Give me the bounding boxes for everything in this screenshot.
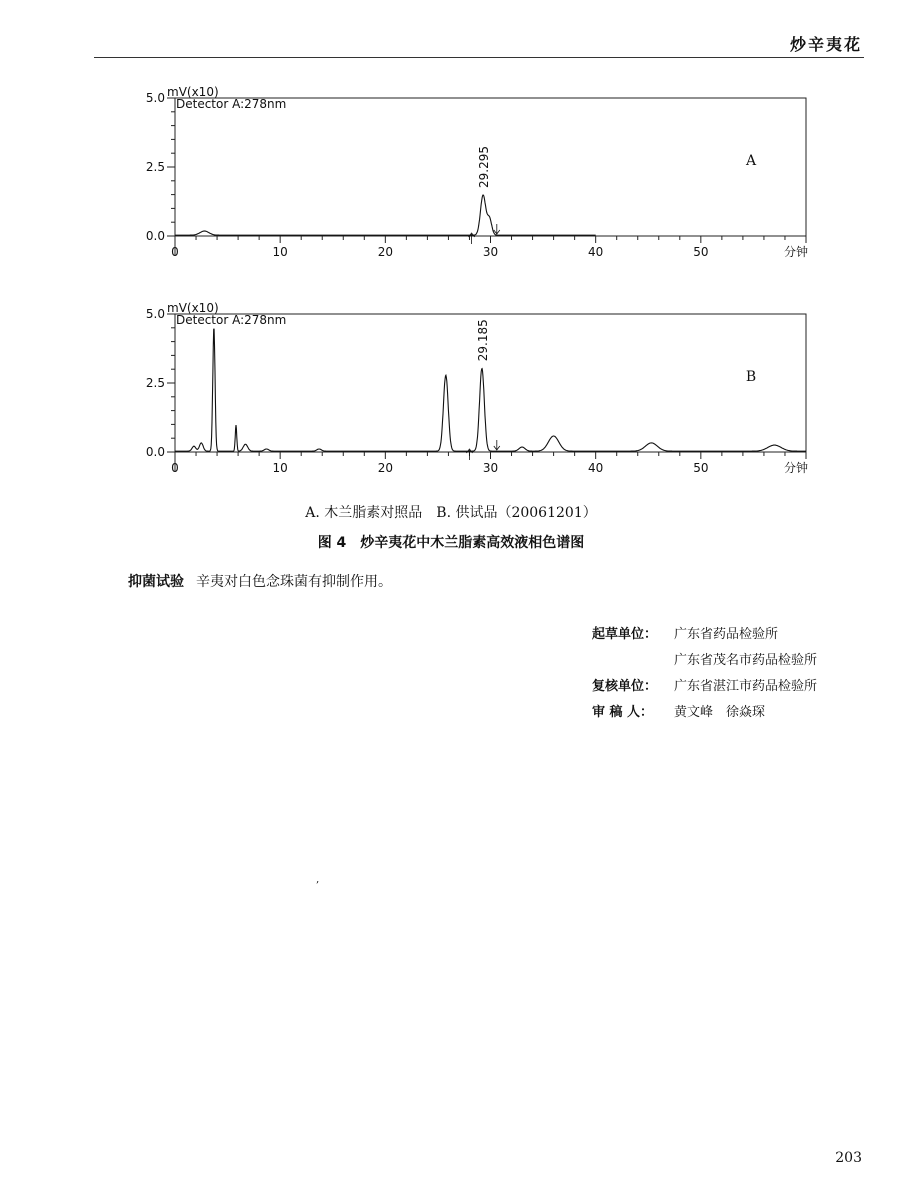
editor-row: [592, 700, 817, 726]
review-label: 复核单位：: [592, 679, 658, 694]
integration-end-marker: [494, 224, 500, 234]
drafting-label: 起草单位：: [592, 627, 658, 642]
x-tick-label: 30: [482, 461, 499, 475]
x-tick-label: 10: [272, 245, 288, 259]
detector-label: Detector A:278nm: [176, 313, 287, 327]
y-tick-label: 0.0: [145, 229, 165, 243]
chromatogram-trace: [175, 195, 596, 235]
x-unit-label: 分钟: [784, 461, 809, 475]
y-unit-label: mV(x10): [167, 85, 219, 99]
chromatogram-b: [0, 296, 902, 496]
drafting-row: [592, 622, 817, 648]
peak-rt-label: 29.295: [477, 145, 492, 188]
y-tick-label: 5.0: [145, 307, 165, 321]
editor-names: 黄文峰 徐焱琛: [674, 705, 766, 720]
x-tick-label: 20: [377, 245, 393, 259]
header-rule: [94, 57, 864, 58]
plot-frame: [175, 314, 806, 452]
x-tick-label: 0: [171, 461, 179, 475]
x-tick-label: 40: [588, 245, 604, 259]
peak-rt-label: 29.185: [475, 319, 490, 362]
review-row: [592, 674, 817, 700]
x-tick-label: 20: [377, 461, 393, 475]
drafting-unit-1: 广东省药品检验所: [674, 627, 779, 642]
y-tick-label: 5.0: [145, 91, 165, 105]
stray-mark: ‚: [316, 874, 320, 885]
x-tick-label: 50: [693, 245, 709, 259]
credits-block: [592, 622, 817, 726]
chromatogram-a: [0, 80, 902, 280]
x-tick-label: 30: [482, 245, 499, 259]
editor-label: 审 稿 人：: [592, 705, 654, 720]
x-tick-label: 50: [693, 461, 709, 475]
x-tick-label: 40: [588, 461, 604, 475]
figure-caption: 图 4 炒辛夷花中木兰脂素高效液相色谱图: [317, 535, 585, 551]
drafting-unit-2: 广东省茂名市药品检验所: [674, 653, 818, 668]
chromatogram-trace: [175, 329, 806, 451]
x-unit-label: 分钟: [784, 245, 809, 259]
x-tick-label: 10: [272, 461, 288, 475]
x-tick-label: 0: [171, 245, 179, 259]
detector-label: Detector A:278nm: [176, 97, 287, 111]
page-number: 203: [835, 1150, 862, 1166]
review-unit: 广东省湛江市药品检验所: [674, 679, 818, 694]
running-header-title: 炒辛夷花: [789, 35, 862, 54]
integration-end-marker: [494, 440, 500, 450]
panel-letter: A: [745, 153, 757, 169]
y-tick-label: 0.0: [145, 445, 165, 459]
panel-letter: B: [745, 369, 757, 385]
figure-subcaption: A. 木兰脂素对照品 B. 供试品（20061201）: [305, 505, 597, 521]
paragraph-heading: 抑菌试验: [128, 574, 184, 590]
paragraph-text: 辛夷对白色念珠菌有抑制作用。: [196, 574, 392, 590]
drafting-row-2: [592, 648, 817, 674]
y-unit-label: mV(x10): [167, 301, 219, 315]
y-tick-label: 2.5: [145, 376, 165, 390]
antibacterial-paragraph: [128, 571, 392, 591]
y-tick-label: 2.5: [145, 160, 165, 174]
